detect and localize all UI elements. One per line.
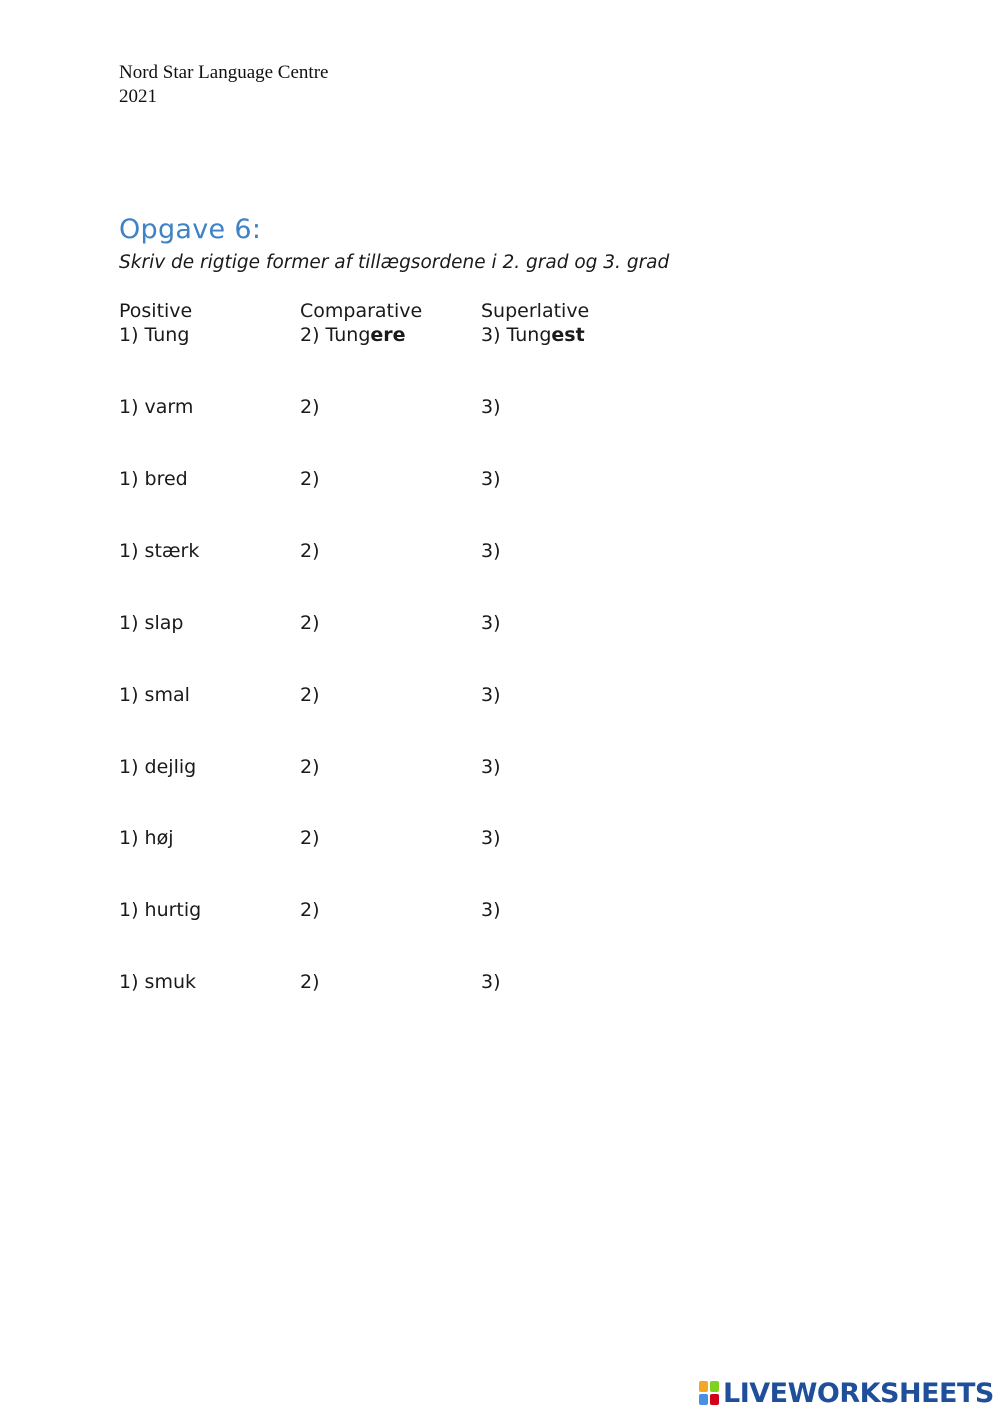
- comparative-answer-field[interactable]: 2): [300, 468, 320, 490]
- superlative-answer-field[interactable]: 3): [481, 899, 501, 921]
- exercise-title: Opgave 6:: [119, 214, 262, 245]
- superlative-answer-field[interactable]: 3): [481, 612, 501, 634]
- superlative-answer-field[interactable]: 3): [481, 540, 501, 562]
- comparative-answer-field[interactable]: 2): [300, 540, 320, 562]
- comparative-answer-field[interactable]: 2): [300, 396, 320, 418]
- superlative-answer-field[interactable]: 3): [481, 971, 501, 993]
- positive-word: 1) høj: [119, 827, 174, 849]
- example-superlative: [481, 323, 585, 347]
- superlative-answer-field[interactable]: 3): [481, 468, 501, 490]
- superlative-answer-field[interactable]: 3): [481, 756, 501, 778]
- header-year: 2021: [119, 86, 157, 107]
- comparative-answer-field[interactable]: 2): [300, 756, 320, 778]
- liveworksheets-logo: [698, 1378, 994, 1408]
- example-superlative-suffix: est: [551, 324, 585, 346]
- superlative-answer-field[interactable]: 3): [481, 684, 501, 706]
- positive-word: 1) smal: [119, 684, 190, 706]
- column-header-superlative: Superlative: [481, 300, 590, 322]
- example-comparative-suffix: ere: [370, 324, 406, 346]
- positive-word: 1) hurtig: [119, 899, 202, 921]
- positive-word: 1) bred: [119, 468, 188, 490]
- positive-word: 1) varm: [119, 396, 194, 418]
- example-comparative-stem: 2) Tung: [300, 324, 371, 346]
- document-header: [119, 61, 328, 109]
- column-header-comparative: Comparative: [300, 300, 423, 322]
- comparative-answer-field[interactable]: 2): [300, 971, 320, 993]
- comparative-answer-field[interactable]: 2): [300, 827, 320, 849]
- positive-word: 1) dejlig: [119, 756, 197, 778]
- liveworksheets-logo-icon: [698, 1380, 720, 1406]
- superlative-answer-field[interactable]: 3): [481, 827, 501, 849]
- positive-word: 1) stærk: [119, 540, 200, 562]
- header-org: Nord Star Language Centre: [119, 62, 329, 83]
- positive-word: 1) slap: [119, 612, 184, 634]
- comparative-answer-field[interactable]: 2): [300, 684, 320, 706]
- column-header-positive: Positive: [119, 300, 193, 322]
- exercise-instruction: Skriv de rigtige former af tillægsordene i 2. grad og 3. grad: [119, 252, 670, 273]
- superlative-answer-field[interactable]: 3): [481, 396, 501, 418]
- example-positive: 1) Tung: [119, 324, 190, 346]
- example-superlative-stem: 3) Tung: [481, 324, 552, 346]
- logo-text: LIVEWORKSHEETS: [723, 1377, 994, 1409]
- comparative-answer-field[interactable]: 2): [300, 612, 320, 634]
- comparative-answer-field[interactable]: 2): [300, 899, 320, 921]
- example-comparative: [300, 323, 406, 347]
- positive-word: 1) smuk: [119, 971, 196, 993]
